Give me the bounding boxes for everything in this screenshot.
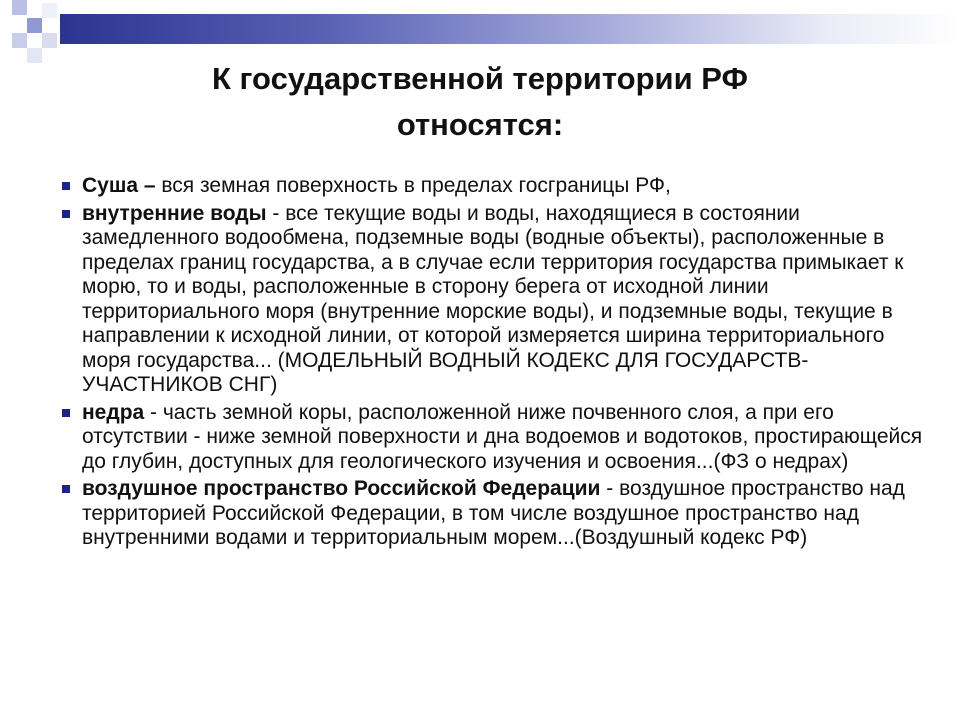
- decor-square: [27, 48, 42, 63]
- list-item-land: [74, 174, 934, 199]
- item-term: внутренние воды: [82, 201, 267, 225]
- square-bullet-icon: [62, 485, 70, 493]
- item-text: - все текущие воды и воды, находящиеся в состоянии замедленного водообмена, подземные воды (водные объекты), расположенные в пределах границ государства, а в случае если территория государства примыкает к морю, то и воды, расположенные в сторону берега от исходной линии территориального моря (внутренние морские воды), и подземные воды, текущие в направлении к исходной линии, от которой измеряется ширина территориального моря государства... (МОДЕЛЬНЫЙ ВОДНЫЙ КОДЕКС ДЛЯ ГОСУДАРСТВ-УЧАСТНИКОВ СНГ): [82, 201, 904, 396]
- item-term: воздушное пространство Российской Федерации: [82, 477, 601, 500]
- decor-square: [12, 0, 27, 15]
- square-bullet-icon: [62, 409, 70, 417]
- bullet-list: [74, 174, 934, 554]
- item-text: - часть земной коры, расположенной ниже почвенного слоя, а при его отсутствии - ниже земной поверхности и дна водоемов и водотоков, простирающейся до глубин, доступных для геологического изучения и освоения...(ФЗ о недрах): [82, 400, 923, 473]
- header-gradient-bar: [60, 14, 960, 44]
- decor-square: [27, 18, 42, 33]
- item-text: - воздушное пространство над территорией Российской Федерации, в том числе воздушное пространство над внутренними водами и территориальным морем...(Воздушный кодекс РФ): [82, 477, 905, 549]
- slide-title: [100, 56, 860, 148]
- item-term: недра: [82, 400, 145, 424]
- decor-square: [12, 33, 27, 48]
- list-item-airspace: [74, 477, 934, 551]
- square-bullet-icon: [62, 210, 70, 218]
- slide-title-line-2: относятся:: [396, 107, 564, 142]
- decor-square: [42, 3, 57, 18]
- item-text: вся земная поверхность в пределах госграницы РФ,: [155, 174, 671, 197]
- list-item-inland-waters: [74, 202, 934, 398]
- slide-title-line-1: К государственной территории РФ: [212, 61, 748, 96]
- decor-square: [42, 33, 57, 48]
- list-item-subsoil: [74, 401, 934, 475]
- item-term: Суша –: [82, 174, 156, 197]
- square-bullet-icon: [62, 182, 70, 190]
